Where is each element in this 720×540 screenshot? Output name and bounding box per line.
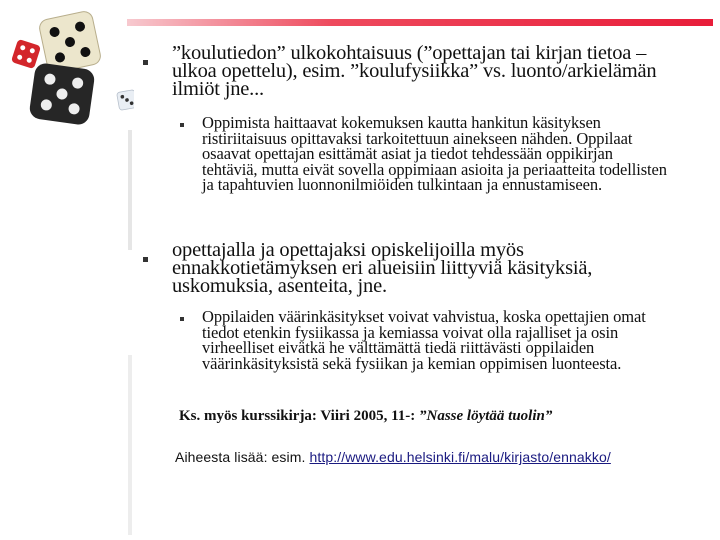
left-vertical-rule-lower bbox=[128, 355, 132, 535]
header-accent-bar bbox=[127, 19, 713, 26]
sub-bullet-text: Oppilaiden väärinkäsitykset voivat vahvistua, koska opettajien omat tiedot etenkin fysiikassa ja kemiassa voivat olla rajalliset ja osin virheelliset eivätkä he välttämättä tiedä riittävästi oppilaiden väärinkäsityksistä sekä fysiikan ja kemian oppimisen luonteesta. bbox=[202, 307, 646, 373]
reference-line bbox=[179, 408, 552, 425]
bullet-text: opettajalla ja opettajaksi opiskelijoilla myös ennakkotietämyksen eri alueisiin liittyviä käsityksiä, uskomuksia, asenteita, jne. bbox=[172, 239, 593, 297]
sub-bullet-marker bbox=[180, 123, 184, 127]
more-info-prefix: Aiheesta lisää: esim. bbox=[175, 449, 310, 465]
sub-bullet-text: Oppimista haittaavat kokemuksen kautta hankitun käsityksen ristiriitaisuus opittavaksi tarkoitettuun ainekseen nähden. Oppilaat osaavat opettajan esittämät asiat ja tiedot tehdessään oppikirjan tehtäviä, mutta eivät sovella oppimiaan asioita ja periaatteita todellisten ja tapahtuvien luonnonilmiöiden tulkintaan ja ennustamiseen. bbox=[202, 113, 667, 195]
left-vertical-rule bbox=[128, 130, 132, 250]
sub-bullet-marker bbox=[180, 317, 184, 321]
bullet-marker bbox=[143, 60, 148, 65]
more-info-line bbox=[175, 449, 611, 465]
bullet-marker bbox=[143, 257, 148, 262]
reference-prefix: Ks. myös kurssikirja: Viiri 2005, 11-: bbox=[179, 408, 420, 424]
resource-link[interactable]: http://www.edu.helsinki.fi/malu/kirjasto/ennakko/ bbox=[309, 449, 611, 465]
dice-icon bbox=[4, 2, 134, 127]
bullet-text: ”koulutiedon” ulkokohtaisuus (”opettajan tai kirjan tietoa – ulkoa opettelu), esim. ”koulufysiikka” vs. luonto/arkielämän ilmiöt jne... bbox=[172, 42, 657, 100]
reference-title: ”Nasse löytää tuolin” bbox=[419, 408, 553, 424]
